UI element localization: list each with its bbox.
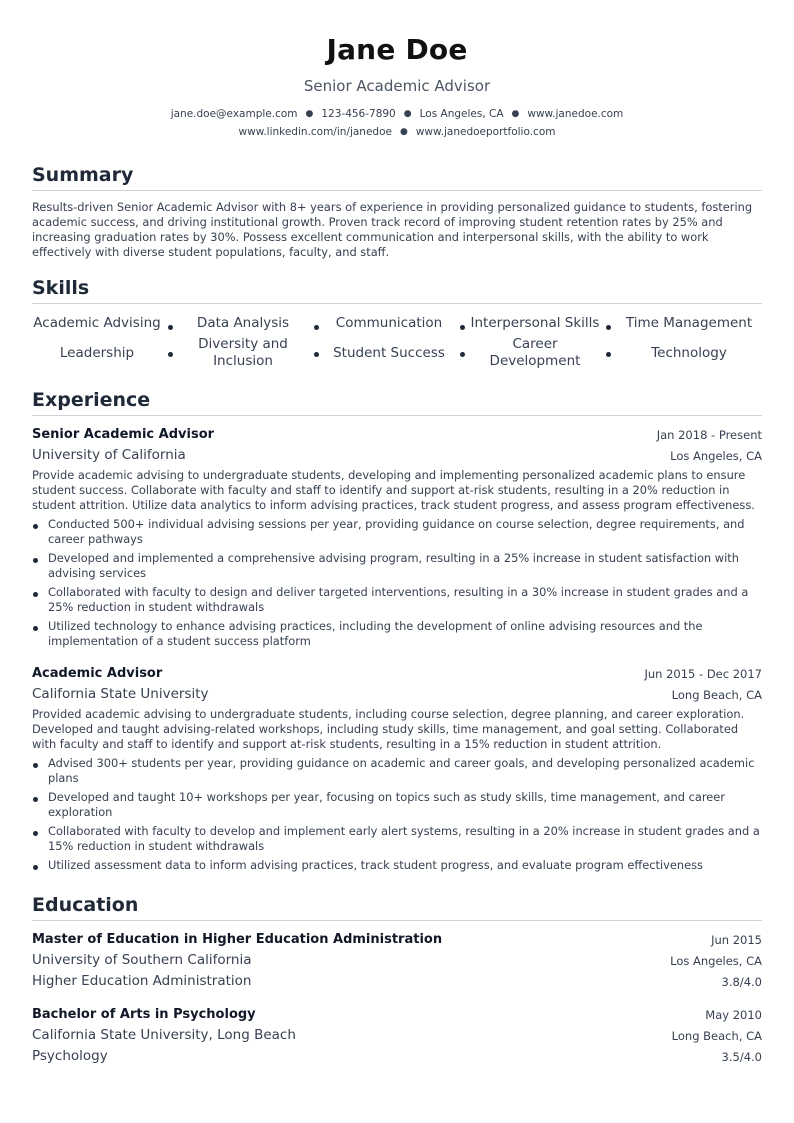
list-item-text: Utilized assessment data to inform advising practices, track student progress, and evaluate program effectiveness	[48, 858, 703, 872]
linkedin-link[interactable]: www.linkedin.com/in/janedoe	[238, 126, 392, 138]
list-item	[32, 790, 762, 820]
education-heading: Education	[32, 894, 762, 921]
phone-number[interactable]: 123-456-7890	[321, 108, 396, 120]
skill-item: Student Success	[333, 344, 445, 361]
degree-title: Bachelor of Arts in Psychology	[32, 1007, 256, 1022]
list-item	[32, 517, 762, 547]
skill-item: Academic Advising	[33, 314, 161, 331]
candidate-title: Senior Academic Advisor	[303, 77, 491, 95]
list-item-text: Collaborated with faculty to develop and implement early alert systems, resulting in a 20% increase in student grades and a 15% reduction in student withdrawals	[48, 824, 760, 853]
degree-date: May 2010	[705, 1008, 762, 1022]
list-item	[32, 858, 762, 873]
list-item	[32, 619, 762, 649]
skill-item: Data Analysis	[196, 314, 290, 331]
school-name: University of Southern California	[32, 952, 252, 968]
school-location: Long Beach, CA	[671, 1029, 762, 1043]
contact-line-1	[32, 108, 762, 120]
list-item-text: Collaborated with faculty to design and deliver targeted interventions, resulting in a 30% increase in student grades and a 25% reduction in student withdrawals	[48, 585, 749, 614]
job-achievements-list	[32, 517, 762, 653]
contact-line-2	[32, 126, 762, 138]
bullet-dot-icon	[33, 797, 38, 802]
bullet-dot-icon	[33, 626, 38, 631]
separator-dot-icon: ●	[403, 109, 412, 119]
skills-heading: Skills	[32, 277, 762, 304]
job-achievements-list	[32, 756, 762, 877]
skill-item: Career Development	[489, 336, 581, 369]
list-item-text: Conducted 500+ individual advising sessions per year, providing guidance on course selection, degree requirements, and career pathways	[48, 517, 745, 546]
bullet-dot-icon	[33, 865, 38, 870]
bullet-dot-icon	[168, 352, 173, 357]
job-description: Provided academic advising to undergraduate students, including course selection, degree planning, and career exploration. Developed and taught advising-related workshops, including study skills, time management, and goal setting. Collaborated with faculty and staff to identify and support at-risk students, resulting in a 15% reduction in student attrition.	[32, 707, 745, 751]
skill-item: Interpersonal Skills	[470, 314, 600, 331]
separator-dot-icon: ●	[399, 127, 408, 137]
bullet-dot-icon	[33, 763, 38, 768]
gpa-value: 3.5/4.0	[721, 1050, 762, 1064]
website-link[interactable]: www.janedoe.com	[527, 108, 624, 120]
field-of-study: Psychology	[32, 1048, 108, 1064]
list-item-text: Developed and taught 10+ workshops per year, focusing on topics such as study skills, time management, and career exploration	[48, 790, 725, 819]
bullet-dot-icon	[33, 524, 38, 529]
skill-item: Communication	[335, 314, 443, 331]
bullet-dot-icon	[314, 325, 319, 330]
skill-item: Diversity and Inclusion	[198, 336, 288, 369]
field-of-study: Higher Education Administration	[32, 973, 252, 989]
list-item-text: Developed and implemented a comprehensive advising program, resulting in a 25% increase in student satisfaction with advising services	[48, 551, 739, 580]
candidate-name: Jane Doe	[326, 33, 468, 66]
list-item	[32, 756, 762, 786]
separator-dot-icon: ●	[305, 109, 314, 119]
bullet-dot-icon	[33, 831, 38, 836]
degree-title: Master of Education in Higher Education Administration	[32, 932, 443, 947]
email-link[interactable]: jane.doe@example.com	[170, 108, 298, 120]
job-description: Provide academic advising to undergraduate students, developing and implementing personalized academic plans to ensure student success. Collaborate with faculty and staff to identify and support at-risk students, resulting in a 20% reduction in student attrition. Utilize data analytics to inform advising practices, track student progress, and assess program effectiveness.	[32, 468, 755, 512]
bullet-dot-icon	[606, 352, 611, 357]
list-item-text: Utilized technology to enhance advising practices, including the development of online advising resources and the implementation of a student success platform	[48, 619, 703, 648]
job-organization: University of California	[32, 447, 186, 463]
job-title: Senior Academic Advisor	[32, 427, 215, 442]
skill-item: Time Management	[625, 314, 753, 331]
bullet-dot-icon	[33, 592, 38, 597]
list-item	[32, 824, 762, 854]
list-item	[32, 585, 762, 615]
bullet-dot-icon	[33, 558, 38, 563]
skill-item: Leadership	[59, 344, 135, 361]
separator-dot-icon: ●	[511, 109, 520, 119]
job-location: Los Angeles, CA	[670, 449, 762, 463]
degree-date: Jun 2015	[711, 933, 762, 947]
job-dates: Jan 2018 - Present	[656, 428, 762, 442]
job-location: Long Beach, CA	[671, 688, 762, 702]
school-name: California State University, Long Beach	[32, 1027, 296, 1043]
location-text: Los Angeles, CA	[419, 108, 504, 120]
job-dates: Jun 2015 - Dec 2017	[644, 667, 762, 681]
bullet-dot-icon	[314, 352, 319, 357]
list-item	[32, 551, 762, 581]
summary-heading: Summary	[32, 164, 762, 191]
skills-row-2	[32, 335, 762, 371]
bullet-dot-icon	[460, 352, 465, 357]
job-organization: California State University	[32, 686, 209, 702]
gpa-value: 3.8/4.0	[721, 975, 762, 989]
portfolio-link[interactable]: www.janedoeportfolio.com	[415, 126, 556, 138]
bullet-dot-icon	[606, 325, 611, 330]
bullet-dot-icon	[168, 325, 173, 330]
skill-item: Technology	[651, 344, 727, 361]
summary-text: Results-driven Senior Academic Advisor with 8+ years of experience in providing personalized guidance to students, fostering academic success, and driving institutional growth. Proven track record of improving student retention rates by 25% and increasing graduation rates by 30%. Possess excellent communication and interpersonal skills, with the ability to work effectively with diverse student populations, faculty, and staff.	[32, 200, 753, 259]
school-location: Los Angeles, CA	[670, 954, 762, 968]
bullet-dot-icon	[460, 325, 465, 330]
experience-heading: Experience	[32, 389, 762, 416]
list-item-text: Advised 300+ students per year, providing guidance on academic and career goals, and developing personalized academic plans	[48, 756, 755, 785]
job-title: Academic Advisor	[32, 666, 163, 681]
